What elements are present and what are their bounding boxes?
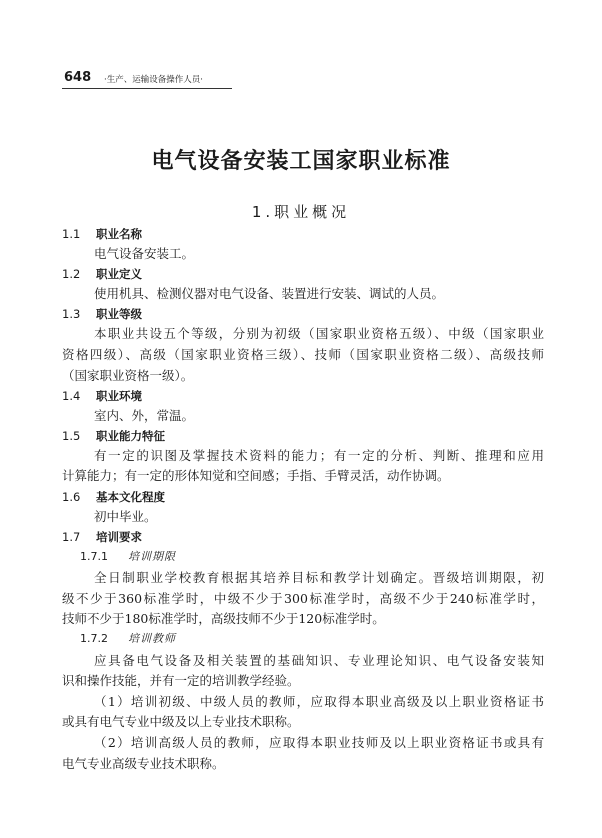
chapter-title: 1.职业概况	[251, 203, 351, 221]
paragraph-line: 有一定的识图及掌握技术资料的能力；有一定的分析、判断、推理和应用	[94, 448, 544, 463]
paragraph-line: 技师不少于180标准学时，高级技师不少于120标准学时。	[62, 611, 385, 626]
paragraph-line: 识和操作技能，并有一定的培训教学经验。	[62, 673, 300, 688]
page-number: 648	[64, 70, 92, 85]
paragraph-line: 资格四级）、高级（国家职业资格三级）、技师（国家职业资格二级）、高级技师	[62, 347, 544, 362]
section-body-1-2: 使用机具、检测仪器对电气设备、装置进行安装、调试的人员。	[94, 286, 445, 301]
section-body-1-1: 电气设备安装工。	[94, 246, 195, 261]
running-title: ·生产、运输设备操作人员·	[104, 75, 203, 85]
document-title: 电气设备安装工国家职业标准	[151, 148, 451, 174]
paragraph-line: 全日制职业学校教育根据其培养目标和教学计划确定。晋级培训期限，初	[94, 570, 544, 585]
paragraph-line: （2）培训高级人员的教师，应取得本职业技师及以上职业资格证书或具有	[94, 735, 544, 750]
paragraph-line: 或具有电气专业中级及以上专业技术职称。	[62, 714, 300, 729]
section-heading-1-2: 1.2 职业定义	[62, 267, 142, 281]
running-header	[62, 70, 232, 89]
section-heading-1-5: 1.5 职业能力特征	[62, 429, 165, 443]
paragraph-line: 计算能力；有一定的形体知觉和空间感；手指、手臂灵活，动作协调。	[62, 468, 450, 483]
paragraph-line: 电气专业高级专业技术职称。	[62, 756, 225, 771]
paragraph-line: （国家职业资格一级）。	[62, 368, 194, 383]
paragraph-line: 级不少于360标准学时，中级不少于300标准学时，高级不少于240标准学时，	[62, 591, 544, 606]
subsection-heading-1-7-2: 1.7.2 培训教师	[80, 632, 176, 645]
paragraph-line: （1）培训初级、中级人员的教师，应取得本职业高级及以上职业资格证书	[94, 694, 544, 709]
subsection-heading-1-7-1: 1.7.1 培训期限	[80, 550, 176, 563]
section-heading-1-4: 1.4 职业环境	[62, 389, 142, 403]
section-body-1-6: 初中毕业。	[94, 509, 157, 524]
section-heading-1-6: 1.6 基本文化程度	[62, 490, 165, 504]
section-heading-1-3: 1.3 职业等级	[62, 307, 142, 321]
paragraph-line: 本职业共设五个等级，分别为初级（国家职业资格五级）、中级（国家职业	[94, 326, 544, 341]
section-heading-1-7: 1.7 培训要求	[62, 530, 142, 544]
section-body-1-4: 室内、外，常温。	[94, 408, 195, 423]
paragraph-line: 应具备电气设备及相关装置的基础知识、专业理论知识、电气设备安装知	[94, 653, 544, 668]
section-heading-1-1: 1.1 职业名称	[62, 227, 142, 241]
